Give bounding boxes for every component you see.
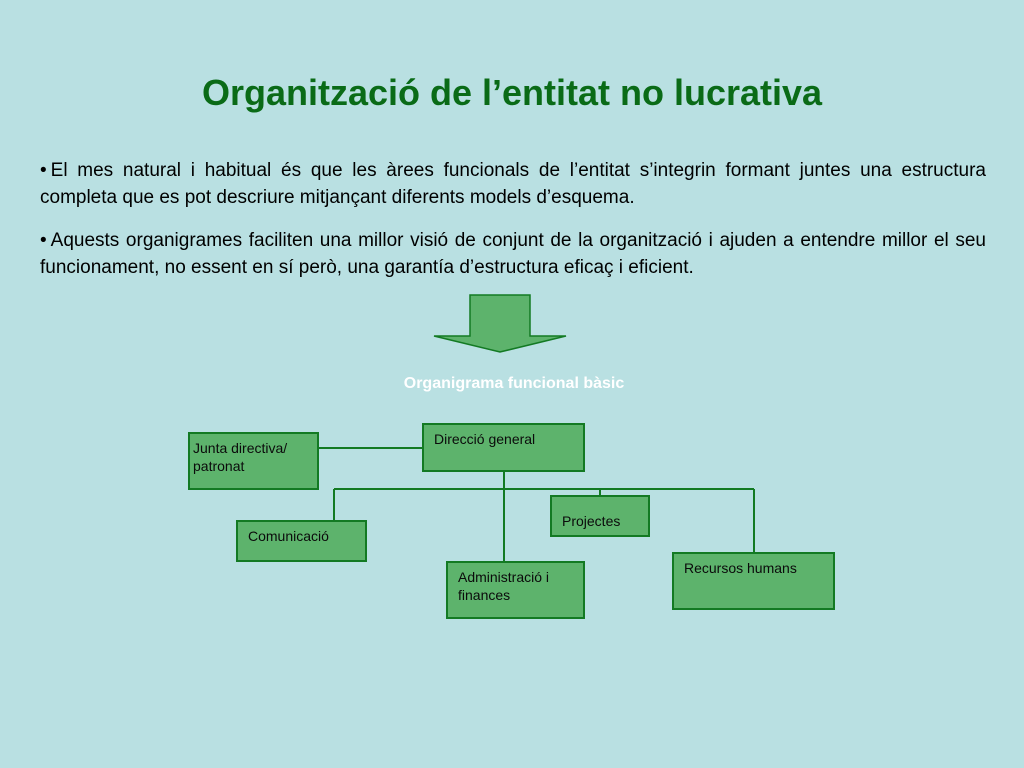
org-box-projectes: Projectes bbox=[550, 495, 650, 537]
slide-title: Organització de l’entitat no lucrativa bbox=[201, 72, 823, 113]
org-box-recursos-humans: Recursos humans bbox=[672, 552, 835, 610]
org-box-direccio-general: Direcció general bbox=[422, 423, 585, 472]
bullet-icon: • bbox=[40, 160, 47, 181]
org-chart-caption: Organigrama funcional bàsic bbox=[403, 375, 625, 392]
org-box-administracio-finances: Administració i finances bbox=[446, 561, 585, 619]
org-box-comunicacio: Comunicació bbox=[236, 520, 367, 562]
bullet-text-2: Aquests organigrames faciliten una millor visió de conjunt de la organització i ajuden a entendre millor el seu funcionament, no essent en sí però, una garantía d’estructura eficaç i eficient. bbox=[40, 230, 986, 278]
bullet-icon: • bbox=[40, 230, 47, 251]
bullet-text-1: El mes natural i habitual és que les àrees funcionals de l’entitat s’integrin formant juntes una estructura completa que es pot descriure mitjançant diferents models d’esquema. bbox=[40, 160, 986, 208]
org-box-junta-directiva: Junta directiva/ patronat bbox=[188, 432, 319, 490]
